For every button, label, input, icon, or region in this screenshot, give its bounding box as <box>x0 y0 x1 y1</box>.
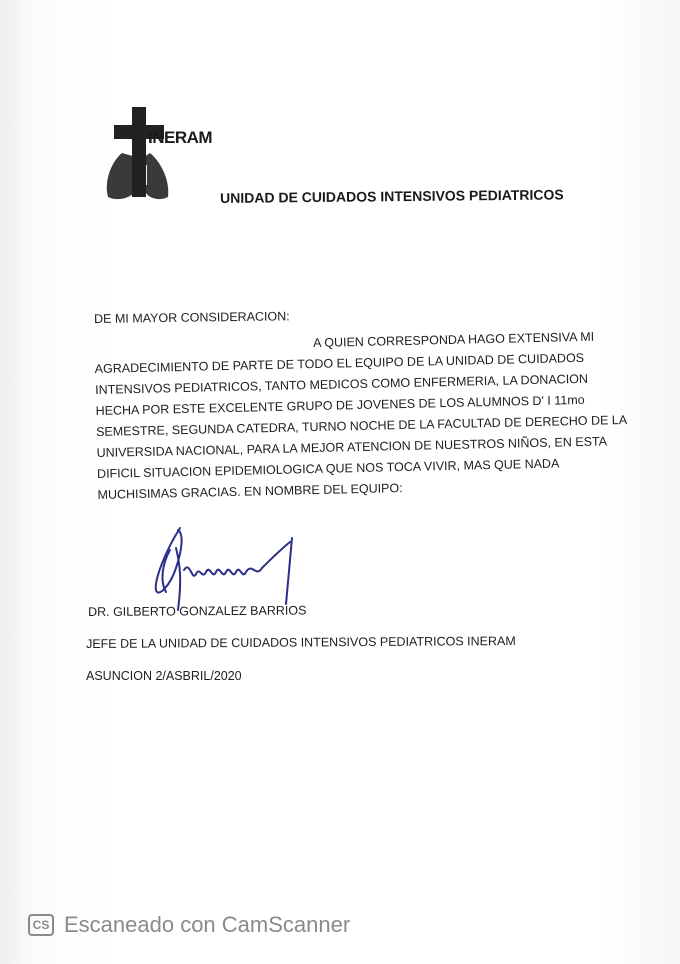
letter-body <box>94 325 658 506</box>
body-line: AGRADECIMIENTO DE PARTE DE TODO EL EQUIPO DE LA UNIDAD DE CUIDADOS <box>94 350 585 376</box>
camscanner-watermark <box>28 912 350 938</box>
place-date: ASUNCION 2/ASBRIL/2020 <box>86 669 242 683</box>
ineram-logo <box>100 105 220 205</box>
signer-name: DR. GILBERTO GONZALEZ BARRIOS <box>88 603 307 619</box>
camscanner-icon: CS <box>28 914 54 936</box>
body-line: HECHA POR ESTE EXCELENTE GRUPO DE JOVENES DE LOS ALUMNOS D' I 11mo <box>95 392 585 418</box>
body-line: SEMESTRE, SEGUNDA CATEDRA, TURNO NOCHE DE LA FACULTAD DE DERECHO DE LA <box>95 412 628 439</box>
logo-text: INERAM <box>148 128 213 147</box>
body-line: A QUIEN CORRESPONDA HAGO EXTENSIVA MI <box>313 329 595 351</box>
watermark-text: Escaneado con CamScanner <box>64 912 351 937</box>
unit-title: UNIDAD DE CUIDADOS INTENSIVOS PEDIATRICOS <box>220 186 564 206</box>
body-line: MUCHISIMAS GRACIAS. EN NOMBRE DEL EQUIPO: <box>97 481 403 502</box>
letter-greeting: DE MI MAYOR CONSIDERACION: <box>94 309 290 326</box>
signer-role: JEFE DE LA UNIDAD DE CUIDADOS INTENSIVOS PEDIATRICOS INERAM <box>86 634 516 651</box>
body-line: INTENSIVOS PEDIATRICOS, TANTO MEDICOS COMO ENFERMERIA, LA DONACION <box>95 371 589 397</box>
body-line: UNIVERSIDA NACIONAL, PARA LA MEJOR ATENCION DE NUESTROS NIÑOS, EN ESTA <box>96 434 608 460</box>
body-line: DIFICIL SITUACION EPIDEMIOLOGICA QUE NOS TOCA VIVIR, MAS QUE NADA <box>96 456 560 481</box>
